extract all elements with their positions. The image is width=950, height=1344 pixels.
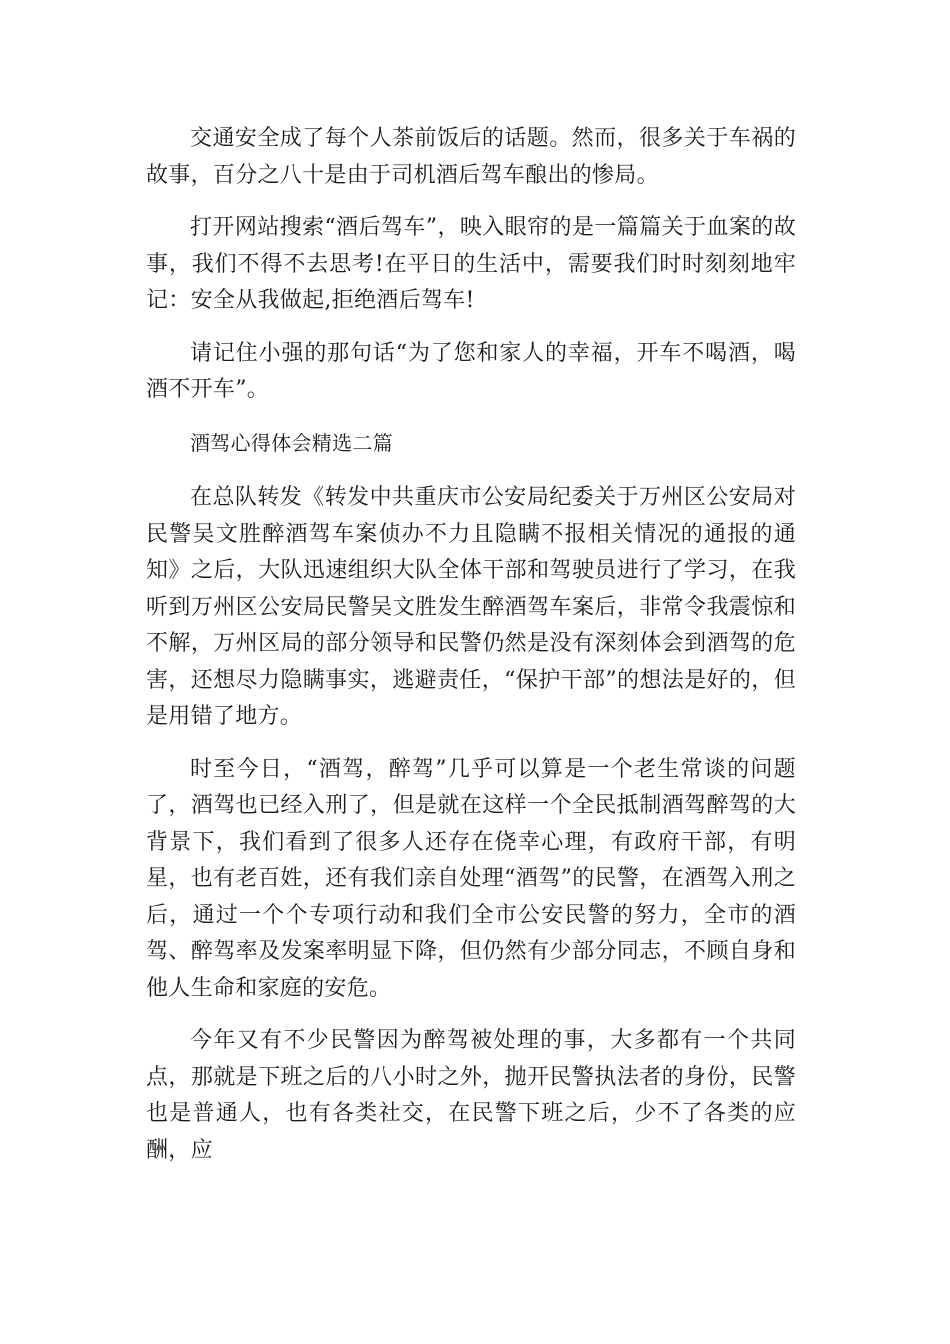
paragraph-2: 打开网站搜索“酒后驾车”，映入眼帘的是一篇篇关于血案的故事，我们不得不去思考!在平日的生活中，需要我们时时刻刻地牢记：安全从我做起,拒绝酒后驾车! xyxy=(146,215,796,313)
section-heading: 酒驾心得体会精选二篇 xyxy=(190,430,393,455)
paragraph-6: 时至今日，“酒驾，醉驾”几乎可以算是一个老生常谈的问题了，酒驾也已经入刑了，但是就在这样一个全民抵制酒驾醉驾的大背景下，我们看到了很多人还存在侥幸心理，有政府干部，有明星，也有老百姓，还有我们亲自处理“酒驾”的民警，在酒驾入刑之后，通过一个个专项行动和我们全市公安民警的努力，全市的酒驾、醉驾率及发案率明显下降，但仍然有少部分同志，不顾自身和他人生命和家庭的安危。 xyxy=(146,756,796,1001)
document-body xyxy=(146,121,796,1185)
paragraph-5: 在总队转发《转发中共重庆市公安局纪委关于万州区公安局对民警吴文胜醉酒驾车案侦办不力且隐瞒不报相关情况的通报的通知》之后，大队迅速组织大队全体干部和驾驶员进行了学习，在我听到万州区公安局民警吴文胜发生醉酒驾车案后，非常令我震惊和不解，万州区局的部分领导和民警仍然是没有深刻体会到酒驾的危害，还想尽力隐瞒事实，逃避责任，“保护干部”的想法是好的，但是用错了地方。 xyxy=(146,485,796,729)
paragraph-1: 交通安全成了每个人茶前饭后的话题。然而，很多关于车祸的故事，百分之八十是由于司机酒后驾车酿出的惨局。 xyxy=(146,126,796,188)
paragraph-3: 请记住小强的那句话“为了您和家人的幸福，开车不喝酒，喝酒不开车”。 xyxy=(146,340,796,402)
paragraph-7: 今年又有不少民警因为醉驾被处理的事，大多都有一个共同点，那就是下班之后的八小时之外，抛开民警执法者的身份，民警也是普通人，也有各类社交，在民警下班之后，少不了各类的应酬，应 xyxy=(146,1028,796,1163)
